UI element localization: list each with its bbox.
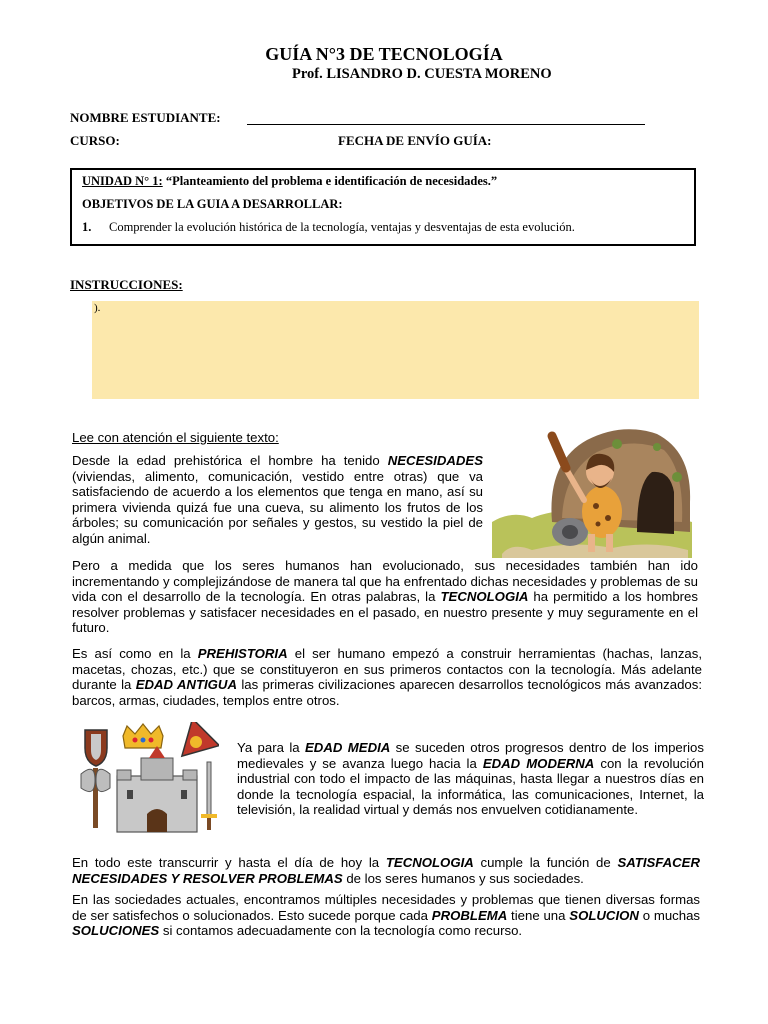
paragraph-prehistory-antiquity (72, 646, 702, 708)
text-run: de los seres humanos y sus sociedades. (342, 870, 584, 886)
text-run: el ser humano empezó a construir herramientas (hachas, lanzas, macetas, chozas, etc.) que se constituyeron en sus primeros contactos con la tecnología. Más adelante durante la (72, 646, 703, 692)
text-run: las primeras civilizaciones aparecen desarrollos tecnológicos más avanzados: barcos, armas, ciudades, templos entre otros. (72, 677, 702, 708)
keyword-necesidades: NECESIDADES (387, 453, 483, 468)
paragraph-technology-function (72, 855, 700, 886)
unit-title: “Planteamiento del problema e identificación de necesidades.” (165, 174, 498, 188)
text-run: cumple la función de (473, 855, 618, 870)
teacher-name: Prof. LISANDRO D. CUESTA MORENO (292, 66, 552, 82)
paragraph-problems-solutions (72, 892, 700, 939)
keyword-edad-moderna: EDAD MODERNA (482, 755, 595, 771)
objective-number: 1. (82, 220, 92, 234)
instructions-title: INSTRUCCIONES: (70, 277, 183, 292)
paragraph-prehistoric-needs (72, 453, 483, 546)
keyword-tecnologia: TECNOLOGIA (385, 855, 474, 870)
unit-label: UNIDAD N° 1: (82, 174, 163, 188)
instructions-text: ). (94, 302, 101, 314)
student-name-field[interactable] (247, 124, 645, 125)
text-run: tiene una (507, 907, 570, 923)
page-title: GUÍA N°3 DE TECNOLOGÍA (265, 44, 503, 64)
text-run: si contamos adecuadamente con la tecnología como recurso. (159, 923, 523, 938)
unit-heading (82, 174, 497, 189)
paragraph-human-evolution (72, 558, 698, 636)
keyword-satisfacer-necesidades: SATISFACER NECESIDADES Y RESOLVER PROBLEMAS (72, 855, 700, 886)
keyword-solucion: SOLUCION (569, 907, 639, 923)
keyword-soluciones: SOLUCIONES (72, 923, 160, 938)
text-run: Ya para la (237, 740, 306, 755)
text-run: En todo este transcurrir y hasta el día de hoy la (72, 855, 386, 870)
text-run: En las sociedades actuales, encontramos múltiples necesidades y problemas que tienen diversas formas de ser satisfechos o solucionados. Esto sucede porque cada (72, 892, 700, 923)
keyword-prehistoria: PREHISTORIA (197, 646, 288, 661)
keyword-tecnologia: TECNOLOGIA (440, 589, 529, 604)
student-name-label: NOMBRE ESTUDIANTE: (70, 110, 221, 125)
text-run: ha permitido a los hombres resolver problemas y satisfacer necesidades en el pasado, en nuestro presente y muy seguramente en el futuro. (72, 589, 698, 635)
keyword-edad-media: EDAD MEDIA (305, 740, 391, 755)
text-run: Es así como en la (72, 646, 198, 661)
objective-text: Comprender la evolución histórica de la tecnología, ventajas y desventajas de esta evolución. (109, 220, 575, 234)
text-run: Pero a medida que los seres humanos han evolucionado, sus necesidades también han ido incrementando y complejizándose de manera tal que ha enfrentado dichas necesidades y problemas de su vida con el desarrollo de la tecnología. En otras palabras, la (72, 558, 698, 604)
text-run: (viviendas, alimento, comunicación, vestido entre otras) que va satisfaciendo de acuerdo a los elementos que tenga en mano, así su primera vivienda quizá fue una cueva, su alimento los frutos de los árboles; su comunicación por señales y gestos, su vestido la piel de algún animal. (72, 468, 483, 546)
paragraph-middle-modern-age (237, 740, 704, 818)
caveman-cave-illustration (492, 422, 692, 558)
objectives-title: OBJETIVOS DE LA GUIA A DESARROLLAR: (82, 197, 343, 211)
medieval-items-illustration (77, 722, 219, 836)
reading-intro: Lee con atención el siguiente texto: (72, 430, 279, 445)
objective-item (82, 220, 575, 235)
text-run: se suceden otros progresos dentro de los imperios medievales y se avanza luego hacia la (237, 740, 704, 771)
send-date-label: FECHA DE ENVÍO GUÍA: (338, 133, 492, 148)
text-run: Desde la edad prehistórica el hombre ha tenido (72, 453, 388, 468)
instructions-box (92, 301, 699, 399)
text-run: o muchas (638, 907, 701, 923)
keyword-problema: PROBLEMA (431, 907, 508, 923)
keyword-edad-antigua: EDAD ANTIGUA (135, 677, 237, 692)
text-run: con la revolución industrial con todo el impacto de las máquinas, hasta llegar a nuestros días en donde la tecnología espacial, la informática, las comunicaciones, Internet, la televisión, la realidad virtual y demás nos envuelven cotidianamente. (237, 755, 704, 817)
course-label: CURSO: (70, 133, 120, 148)
